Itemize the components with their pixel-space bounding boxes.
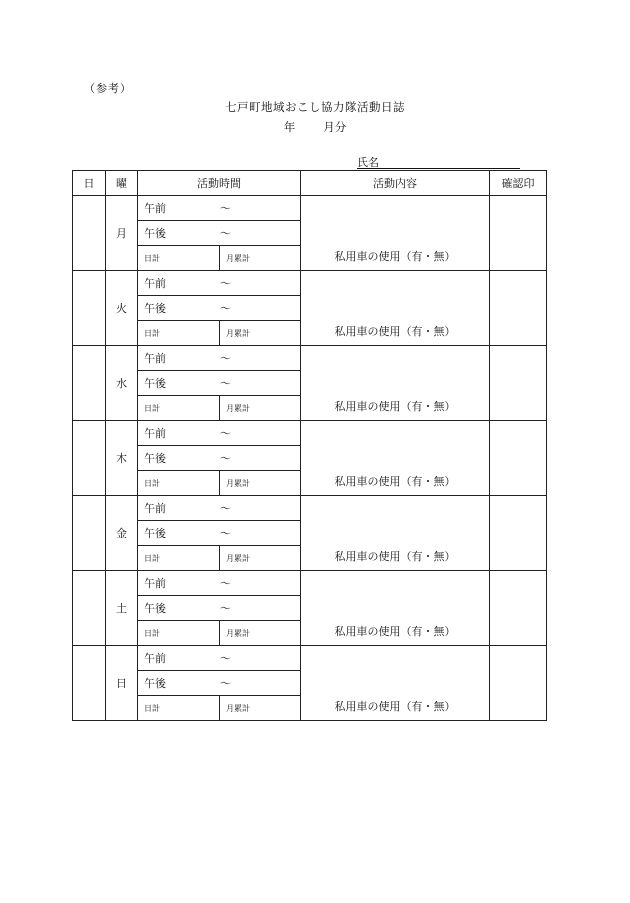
activity-content-cell[interactable] [301, 421, 490, 496]
weekday-cell: 月 [106, 196, 138, 271]
confirm-seal-cell[interactable] [490, 196, 547, 271]
daily-total-cell[interactable] [138, 396, 220, 421]
pm-tilde: ～ [220, 452, 231, 465]
am-label: 午前 [144, 277, 166, 290]
pm-time-cell[interactable] [138, 296, 301, 321]
am-tilde: ～ [220, 202, 231, 215]
table-row [73, 571, 547, 596]
daily-total-cell[interactable] [138, 546, 220, 571]
pm-label: 午後 [144, 302, 166, 315]
am-time-cell[interactable] [138, 496, 301, 521]
confirm-seal-cell[interactable] [490, 571, 547, 646]
pm-time-cell[interactable] [138, 596, 301, 621]
header-day: 日 [73, 171, 106, 196]
am-time-cell[interactable] [138, 421, 301, 446]
pm-tilde: ～ [220, 377, 231, 390]
weekday-cell: 木 [106, 421, 138, 496]
private-car-text: 私用車の使用（有・無） [334, 475, 456, 488]
monthly-total-cell[interactable] [220, 696, 301, 721]
am-time-cell[interactable] [138, 571, 301, 596]
reference-label: （参考） [84, 82, 132, 95]
am-tilde: ～ [220, 352, 231, 365]
pm-tilde: ～ [220, 302, 231, 315]
monthly-total-label: 月累計 [226, 628, 250, 638]
daily-total-cell[interactable] [138, 471, 220, 496]
monthly-total-cell[interactable] [220, 321, 301, 346]
private-car-text: 私用車の使用（有・無） [334, 250, 456, 263]
pm-time-cell[interactable] [138, 371, 301, 396]
monthly-total-cell[interactable] [220, 246, 301, 271]
header-weekday: 曜 [106, 171, 138, 196]
am-tilde: ～ [220, 277, 231, 290]
activity-content-cell[interactable] [301, 646, 490, 721]
day-cell[interactable] [73, 646, 106, 721]
pm-tilde: ～ [220, 677, 231, 690]
daily-total-cell[interactable] [138, 696, 220, 721]
monthly-total-label: 月累計 [226, 478, 250, 488]
table-row [73, 421, 547, 446]
am-label: 午前 [144, 502, 166, 515]
activity-content-cell[interactable] [301, 271, 490, 346]
am-label: 午前 [144, 352, 166, 365]
pm-label: 午後 [144, 377, 166, 390]
pm-label: 午後 [144, 227, 166, 240]
private-car-text: 私用車の使用（有・無） [334, 400, 456, 413]
am-tilde: ～ [220, 427, 231, 440]
pm-label: 午後 [144, 602, 166, 615]
pm-label: 午後 [144, 677, 166, 690]
daily-total-label: 日計 [144, 703, 160, 713]
am-label: 午前 [144, 202, 166, 215]
weekday-cell: 金 [106, 496, 138, 571]
am-time-cell[interactable] [138, 271, 301, 296]
monthly-total-cell[interactable] [220, 471, 301, 496]
weekday-cell: 水 [106, 346, 138, 421]
pm-label: 午後 [144, 527, 166, 540]
daily-total-cell[interactable] [138, 621, 220, 646]
am-label: 午前 [144, 652, 166, 665]
header-activity-content: 活動内容 [301, 171, 490, 196]
pm-tilde: ～ [220, 227, 231, 240]
table-header-row [73, 171, 547, 196]
daily-total-label: 日計 [144, 553, 160, 563]
daily-total-label: 日計 [144, 253, 160, 263]
name-field[interactable] [357, 154, 520, 169]
confirm-seal-cell[interactable] [490, 421, 547, 496]
day-cell[interactable] [73, 196, 106, 271]
activity-content-cell[interactable] [301, 496, 490, 571]
table-row [73, 346, 547, 371]
table-row [73, 646, 547, 671]
pm-time-cell[interactable] [138, 521, 301, 546]
am-time-cell[interactable] [138, 646, 301, 671]
daily-total-label: 日計 [144, 478, 160, 488]
am-label: 午前 [144, 427, 166, 440]
header-activity-time: 活動時間 [138, 171, 301, 196]
month-label: 月分 [323, 120, 347, 134]
confirm-seal-cell[interactable] [490, 346, 547, 421]
activity-content-cell[interactable] [301, 196, 490, 271]
monthly-total-label: 月累計 [226, 703, 250, 713]
pm-time-cell[interactable] [138, 671, 301, 696]
daily-total-label: 日計 [144, 628, 160, 638]
daily-total-label: 日計 [144, 328, 160, 338]
pm-tilde: ～ [220, 602, 231, 615]
monthly-total-label: 月累計 [226, 328, 250, 338]
weekday-cell: 土 [106, 571, 138, 646]
am-time-cell[interactable] [138, 346, 301, 371]
header-confirm-seal: 確認印 [490, 171, 547, 196]
weekday-cell: 日 [106, 646, 138, 721]
daily-total-cell[interactable] [138, 246, 220, 271]
monthly-total-label: 月累計 [226, 553, 250, 563]
private-car-text: 私用車の使用（有・無） [334, 325, 456, 338]
confirm-seal-cell[interactable] [490, 271, 547, 346]
monthly-total-cell[interactable] [220, 396, 301, 421]
daily-total-label: 日計 [144, 403, 160, 413]
am-tilde: ～ [220, 577, 231, 590]
day-cell[interactable] [73, 571, 106, 646]
table-row [73, 271, 547, 296]
name-label: 氏名 [357, 156, 379, 169]
activity-log-table [72, 170, 547, 721]
pm-tilde: ～ [220, 527, 231, 540]
am-tilde: ～ [220, 652, 231, 665]
am-time-cell[interactable] [138, 196, 301, 221]
pm-time-cell[interactable] [138, 446, 301, 471]
private-car-text: 私用車の使用（有・無） [334, 700, 456, 713]
table-row [73, 496, 547, 521]
activity-content-cell[interactable] [301, 346, 490, 421]
page-title: 七戸町地域おこし協力隊活動日誌 [225, 100, 405, 114]
monthly-total-label: 月累計 [226, 253, 250, 263]
private-car-text: 私用車の使用（有・無） [334, 550, 456, 563]
year-label: 年 [283, 120, 296, 134]
private-car-text: 私用車の使用（有・無） [334, 625, 456, 638]
day-cell[interactable] [73, 271, 106, 346]
monthly-total-cell[interactable] [220, 621, 301, 646]
monthly-total-label: 月累計 [226, 403, 250, 413]
confirm-seal-cell[interactable] [490, 646, 547, 721]
activity-content-cell[interactable] [301, 571, 490, 646]
day-cell[interactable] [73, 496, 106, 571]
pm-time-cell[interactable] [138, 221, 301, 246]
weekday-cell: 火 [106, 271, 138, 346]
am-tilde: ～ [220, 502, 231, 515]
am-label: 午前 [144, 577, 166, 590]
table-row [73, 196, 547, 221]
confirm-seal-cell[interactable] [490, 496, 547, 571]
monthly-total-cell[interactable] [220, 546, 301, 571]
pm-label: 午後 [144, 452, 166, 465]
day-cell[interactable] [73, 346, 106, 421]
year-month-line [0, 119, 630, 135]
day-cell[interactable] [73, 421, 106, 496]
daily-total-cell[interactable] [138, 321, 220, 346]
